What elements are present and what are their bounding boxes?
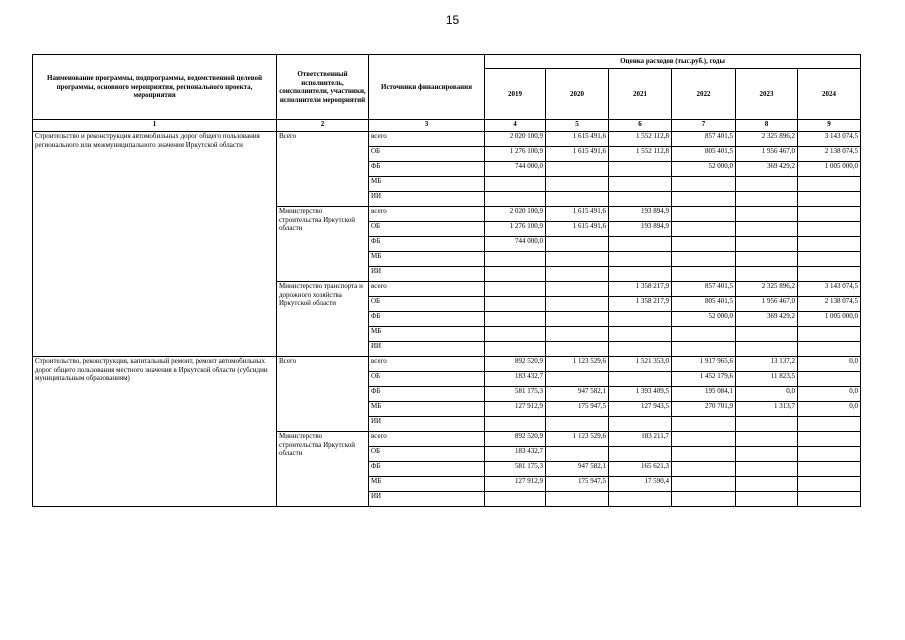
budget-table-body bbox=[33, 132, 861, 507]
value-cell: 1 005 000,0 bbox=[798, 162, 861, 177]
value-cell bbox=[672, 252, 736, 267]
header-funding-source: Источники финансирования bbox=[369, 55, 485, 120]
value-cell bbox=[798, 192, 861, 207]
value-cell bbox=[798, 492, 861, 507]
value-cell bbox=[798, 432, 861, 447]
value-cell: 0,0 bbox=[736, 387, 798, 402]
value-cell: 581 175,3 bbox=[485, 462, 546, 477]
value-cell: 1 552 112,8 bbox=[609, 147, 672, 162]
column-number: 5 bbox=[546, 120, 609, 132]
value-cell bbox=[546, 447, 609, 462]
header-program-name: Наименование программы, подпрограммы, ведомственной целевой программы, основного мероприятия, регионального проекта, мероприятия bbox=[33, 55, 277, 120]
header-row-top bbox=[33, 55, 861, 69]
value-cell bbox=[546, 177, 609, 192]
value-cell bbox=[736, 432, 798, 447]
value-cell bbox=[736, 267, 798, 282]
funding-source-cell: ОБ bbox=[369, 297, 485, 312]
value-cell bbox=[736, 327, 798, 342]
header-year: 2023 bbox=[736, 69, 798, 120]
header-year: 2022 bbox=[672, 69, 736, 120]
value-cell: 892 520,9 bbox=[485, 357, 546, 372]
value-cell bbox=[672, 417, 736, 432]
value-cell bbox=[736, 177, 798, 192]
value-cell bbox=[798, 207, 861, 222]
value-cell bbox=[546, 252, 609, 267]
value-cell bbox=[609, 267, 672, 282]
value-cell: 857 401,5 bbox=[672, 282, 736, 297]
value-cell bbox=[546, 312, 609, 327]
funding-source-cell: ОБ bbox=[369, 222, 485, 237]
value-cell bbox=[485, 282, 546, 297]
value-cell bbox=[609, 162, 672, 177]
value-cell: 1 956 467,0 bbox=[736, 147, 798, 162]
header-executor: Ответственный исполнитель, соисполнители, участники, исполнители мероприятий bbox=[277, 55, 369, 120]
value-cell bbox=[546, 237, 609, 252]
value-cell bbox=[798, 177, 861, 192]
value-cell bbox=[736, 462, 798, 477]
value-cell: 744 000,0 bbox=[485, 162, 546, 177]
table-row bbox=[33, 357, 861, 372]
column-number: 3 bbox=[369, 120, 485, 132]
value-cell: 1 615 491,6 bbox=[546, 222, 609, 237]
value-cell bbox=[672, 222, 736, 237]
value-cell bbox=[798, 267, 861, 282]
value-cell bbox=[798, 222, 861, 237]
value-cell: 1 615 491,6 bbox=[546, 207, 609, 222]
funding-source-cell: всего bbox=[369, 282, 485, 297]
value-cell bbox=[672, 177, 736, 192]
value-cell: 1 005 000,0 bbox=[798, 312, 861, 327]
column-number: 8 bbox=[736, 120, 798, 132]
funding-source-cell: ФБ bbox=[369, 462, 485, 477]
value-cell bbox=[798, 372, 861, 387]
budget-table bbox=[32, 54, 861, 507]
funding-source-cell: МБ bbox=[369, 402, 485, 417]
funding-source-cell: ФБ bbox=[369, 387, 485, 402]
value-cell: 195 084,1 bbox=[672, 387, 736, 402]
value-cell: 1 313,7 bbox=[736, 402, 798, 417]
program-name-cell: Строительство, реконструкция, капитальный ремонт, ремонт автомобильных дорог общего пользования местного значения в Иркутской области (субсидии муниципальным образованиям) bbox=[33, 357, 277, 507]
value-cell: 892 520,9 bbox=[485, 432, 546, 447]
value-cell: 1 393 409,5 bbox=[609, 387, 672, 402]
value-cell bbox=[546, 492, 609, 507]
funding-source-cell: МБ bbox=[369, 252, 485, 267]
value-cell bbox=[672, 267, 736, 282]
value-cell: 0,0 bbox=[798, 357, 861, 372]
program-name-cell: Строительство и реконструкция автомобильных дорог общего пользования регионального или межмуниципального значения Иркутской области bbox=[33, 132, 277, 357]
funding-source-cell: ИИ bbox=[369, 267, 485, 282]
column-number: 4 bbox=[485, 120, 546, 132]
funding-source-cell: всего bbox=[369, 357, 485, 372]
column-number: 9 bbox=[798, 120, 861, 132]
value-cell bbox=[609, 417, 672, 432]
value-cell: 127 912,9 bbox=[485, 477, 546, 492]
value-cell bbox=[609, 372, 672, 387]
value-cell bbox=[798, 327, 861, 342]
value-cell: 369 429,2 bbox=[736, 312, 798, 327]
header-year: 2019 bbox=[485, 69, 546, 120]
column-number: 2 bbox=[277, 120, 369, 132]
value-cell: 193 894,9 bbox=[609, 222, 672, 237]
value-cell: 11 823,5 bbox=[736, 372, 798, 387]
value-cell bbox=[609, 177, 672, 192]
funding-source-cell: ОБ bbox=[369, 147, 485, 162]
value-cell: 805 401,5 bbox=[672, 147, 736, 162]
value-cell bbox=[485, 327, 546, 342]
value-cell bbox=[485, 192, 546, 207]
value-cell bbox=[485, 312, 546, 327]
value-cell bbox=[485, 297, 546, 312]
value-cell bbox=[672, 432, 736, 447]
value-cell: 2 138 074,5 bbox=[798, 297, 861, 312]
value-cell: 193 894,9 bbox=[609, 207, 672, 222]
value-cell: 52 000,0 bbox=[672, 312, 736, 327]
funding-source-cell: МБ bbox=[369, 327, 485, 342]
value-cell bbox=[672, 462, 736, 477]
value-cell bbox=[546, 282, 609, 297]
value-cell bbox=[485, 267, 546, 282]
value-cell bbox=[672, 342, 736, 357]
header-cost-estimate: Оценка расходов (тыс.руб.), годы bbox=[485, 55, 861, 69]
value-cell bbox=[798, 252, 861, 267]
funding-source-cell: ФБ bbox=[369, 162, 485, 177]
value-cell bbox=[485, 417, 546, 432]
value-cell: 1 452 179,6 bbox=[672, 372, 736, 387]
value-cell bbox=[546, 267, 609, 282]
value-cell bbox=[609, 252, 672, 267]
value-cell: 270 701,9 bbox=[672, 402, 736, 417]
funding-source-cell: всего bbox=[369, 432, 485, 447]
value-cell: 1 123 529,6 bbox=[546, 357, 609, 372]
value-cell: 1 521 353,0 bbox=[609, 357, 672, 372]
column-numbers-row bbox=[33, 120, 861, 132]
value-cell bbox=[798, 447, 861, 462]
value-cell: 1 552 112,8 bbox=[609, 132, 672, 147]
value-cell bbox=[546, 327, 609, 342]
value-cell: 2 020 100,9 bbox=[485, 132, 546, 147]
funding-source-cell: ИИ bbox=[369, 342, 485, 357]
value-cell: 947 582,1 bbox=[546, 462, 609, 477]
funding-source-cell: ФБ bbox=[369, 237, 485, 252]
funding-source-cell: МБ bbox=[369, 477, 485, 492]
value-cell: 183 432,7 bbox=[485, 372, 546, 387]
value-cell: 744 000,0 bbox=[485, 237, 546, 252]
value-cell bbox=[546, 342, 609, 357]
value-cell bbox=[736, 477, 798, 492]
funding-source-cell: ФБ bbox=[369, 312, 485, 327]
value-cell: 2 325 896,2 bbox=[736, 132, 798, 147]
value-cell bbox=[672, 477, 736, 492]
value-cell bbox=[736, 207, 798, 222]
value-cell bbox=[736, 342, 798, 357]
value-cell: 3 143 074,5 bbox=[798, 132, 861, 147]
funding-source-cell: ИИ bbox=[369, 492, 485, 507]
funding-source-cell: ИИ bbox=[369, 192, 485, 207]
executor-cell: Министерство строительства Иркутской области bbox=[277, 432, 369, 507]
value-cell: 127 912,9 bbox=[485, 402, 546, 417]
value-cell bbox=[672, 192, 736, 207]
value-cell bbox=[736, 222, 798, 237]
column-number: 1 bbox=[33, 120, 277, 132]
value-cell bbox=[609, 447, 672, 462]
value-cell: 369 429,2 bbox=[736, 162, 798, 177]
value-cell bbox=[609, 492, 672, 507]
value-cell bbox=[609, 312, 672, 327]
executor-cell: Всего bbox=[277, 132, 369, 207]
value-cell bbox=[736, 237, 798, 252]
value-cell bbox=[672, 327, 736, 342]
executor-cell: Министерство строительства Иркутской области bbox=[277, 207, 369, 282]
funding-source-cell: МБ bbox=[369, 177, 485, 192]
value-cell: 175 947,5 bbox=[546, 402, 609, 417]
value-cell: 175 947,5 bbox=[546, 477, 609, 492]
value-cell bbox=[672, 207, 736, 222]
value-cell bbox=[736, 192, 798, 207]
value-cell bbox=[546, 192, 609, 207]
funding-source-cell: ИИ bbox=[369, 417, 485, 432]
value-cell: 3 143 074,5 bbox=[798, 282, 861, 297]
value-cell: 1 615 491,6 bbox=[546, 147, 609, 162]
funding-source-cell: всего bbox=[369, 132, 485, 147]
column-number: 7 bbox=[672, 120, 736, 132]
value-cell bbox=[546, 372, 609, 387]
executor-cell: Всего bbox=[277, 357, 369, 432]
funding-source-cell: всего bbox=[369, 207, 485, 222]
value-cell bbox=[485, 252, 546, 267]
value-cell bbox=[609, 192, 672, 207]
value-cell: 805 401,5 bbox=[672, 297, 736, 312]
funding-source-cell: ОБ bbox=[369, 447, 485, 462]
value-cell: 0,0 bbox=[798, 402, 861, 417]
executor-cell: Министерство транспорта и дорожного хозяйства Иркутской области bbox=[277, 282, 369, 357]
value-cell: 581 175,3 bbox=[485, 387, 546, 402]
value-cell bbox=[485, 177, 546, 192]
value-cell bbox=[798, 237, 861, 252]
value-cell: 52 000,0 bbox=[672, 162, 736, 177]
value-cell bbox=[609, 237, 672, 252]
header-year: 2020 bbox=[546, 69, 609, 120]
value-cell bbox=[609, 327, 672, 342]
page-number: 15 bbox=[445, 13, 460, 27]
value-cell: 857 401,5 bbox=[672, 132, 736, 147]
value-cell bbox=[672, 237, 736, 252]
value-cell bbox=[736, 252, 798, 267]
value-cell: 1 956 467,0 bbox=[736, 297, 798, 312]
value-cell: 2 325 896,2 bbox=[736, 282, 798, 297]
value-cell: 1 358 217,9 bbox=[609, 297, 672, 312]
column-number: 6 bbox=[609, 120, 672, 132]
header-year: 2021 bbox=[609, 69, 672, 120]
value-cell: 127 943,5 bbox=[609, 402, 672, 417]
value-cell: 0,0 bbox=[798, 387, 861, 402]
value-cell: 183 211,7 bbox=[609, 432, 672, 447]
value-cell bbox=[736, 447, 798, 462]
value-cell: 183 432,7 bbox=[485, 447, 546, 462]
value-cell: 17 590,4 bbox=[609, 477, 672, 492]
value-cell bbox=[546, 162, 609, 177]
value-cell: 2 138 074,5 bbox=[798, 147, 861, 162]
value-cell: 1 123 529,6 bbox=[546, 432, 609, 447]
value-cell bbox=[546, 417, 609, 432]
table-row bbox=[33, 132, 861, 147]
value-cell bbox=[798, 462, 861, 477]
value-cell: 1 276 100,9 bbox=[485, 222, 546, 237]
value-cell: 1 358 217,9 bbox=[609, 282, 672, 297]
value-cell bbox=[485, 342, 546, 357]
value-cell: 1 615 491,6 bbox=[546, 132, 609, 147]
value-cell bbox=[736, 492, 798, 507]
value-cell bbox=[798, 342, 861, 357]
value-cell bbox=[736, 417, 798, 432]
value-cell bbox=[798, 477, 861, 492]
funding-source-cell: ОБ bbox=[369, 372, 485, 387]
value-cell bbox=[672, 492, 736, 507]
value-cell: 1 917 965,6 bbox=[672, 357, 736, 372]
value-cell: 1 276 100,9 bbox=[485, 147, 546, 162]
value-cell bbox=[609, 342, 672, 357]
header-year: 2024 bbox=[798, 69, 861, 120]
value-cell bbox=[798, 417, 861, 432]
value-cell bbox=[672, 447, 736, 462]
value-cell: 2 020 100,9 bbox=[485, 207, 546, 222]
value-cell: 947 582,1 bbox=[546, 387, 609, 402]
value-cell: 165 621,3 bbox=[609, 462, 672, 477]
value-cell bbox=[546, 297, 609, 312]
value-cell: 13 137,2 bbox=[736, 357, 798, 372]
value-cell bbox=[485, 492, 546, 507]
